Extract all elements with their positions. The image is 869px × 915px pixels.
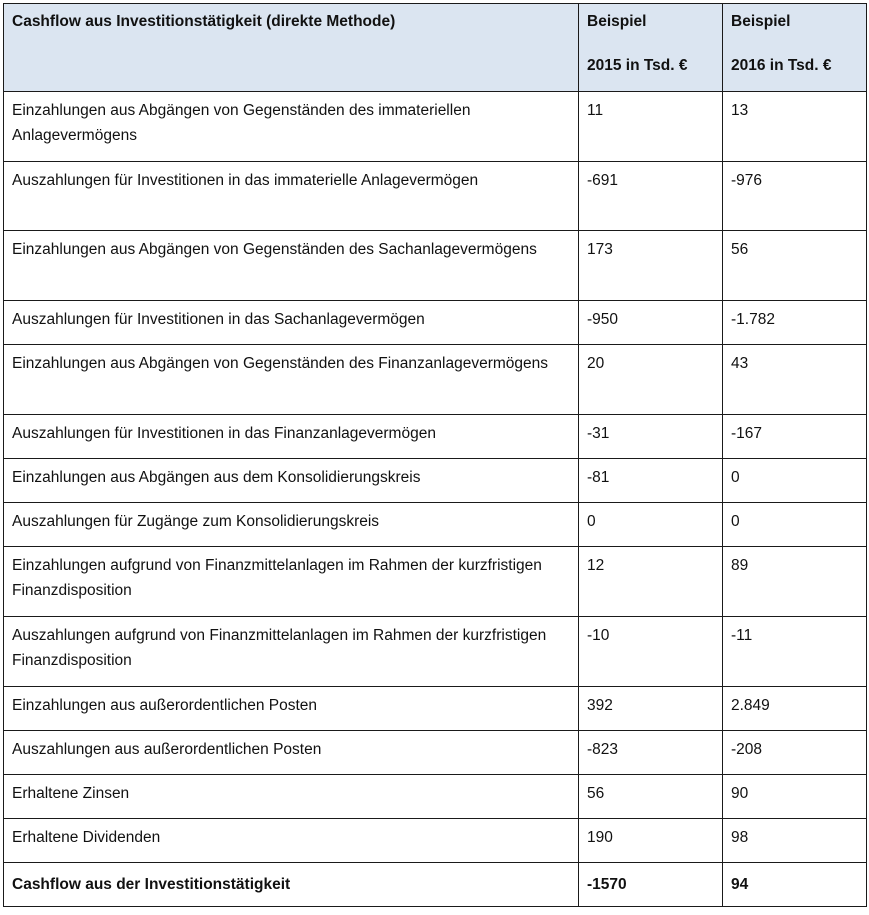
row-value-2016: 56 [723, 231, 867, 301]
row-value-2016: 0 [723, 459, 867, 503]
row-value-2016: 0 [723, 503, 867, 547]
row-value-2015: -81 [579, 459, 723, 503]
row-value-2015: -31 [579, 415, 723, 459]
row-value-2015: -823 [579, 731, 723, 775]
table-header-row [4, 4, 867, 92]
total-value-2016: 94 [723, 863, 867, 907]
table-row [4, 231, 867, 301]
header-2016-line1: Beispiel [731, 13, 791, 30]
row-label: Einzahlungen aus Abgängen von Gegenständen des immateriellen Anlagevermögens [4, 92, 579, 162]
table-row [4, 775, 867, 819]
header-title-text: Cashflow aus Investitionstätigkeit (direkte Methode) [12, 13, 396, 30]
row-value-2015: 392 [579, 687, 723, 731]
cashflow-table [3, 3, 867, 907]
table-row [4, 415, 867, 459]
row-value-2015: 11 [579, 92, 723, 162]
row-value-2016: 43 [723, 345, 867, 415]
table-row [4, 162, 867, 231]
row-value-2015: 56 [579, 775, 723, 819]
row-value-2015: -950 [579, 301, 723, 345]
row-label: Einzahlungen aus Abgängen von Gegenständen des Finanzanlagevermögens [4, 345, 579, 415]
row-value-2016: -976 [723, 162, 867, 231]
row-label: Einzahlungen aufgrund von Finanzmittelanlagen im Rahmen der kurzfristigen Finanzdisposition [4, 547, 579, 617]
row-value-2016: -208 [723, 731, 867, 775]
row-value-2015: -10 [579, 617, 723, 687]
row-value-2015: -691 [579, 162, 723, 231]
row-label: Auszahlungen für Investitionen in das immaterielle Anlagevermögen [4, 162, 579, 231]
total-row [4, 863, 867, 907]
row-value-2016: 90 [723, 775, 867, 819]
table-row [4, 547, 867, 617]
row-label: Einzahlungen aus Abgängen von Gegenständen des Sachanlagevermögens [4, 231, 579, 301]
total-label: Cashflow aus der Investitionstätigkeit [4, 863, 579, 907]
total-value-2015: -1570 [579, 863, 723, 907]
row-value-2016: 2.849 [723, 687, 867, 731]
header-title [4, 4, 579, 92]
row-value-2016: 89 [723, 547, 867, 617]
header-2016-line2: 2016 in Tsd. € [731, 57, 832, 74]
table-row [4, 301, 867, 345]
row-label: Auszahlungen für Zugänge zum Konsolidierungskreis [4, 503, 579, 547]
table-row [4, 819, 867, 863]
row-value-2015: 12 [579, 547, 723, 617]
row-value-2015: 173 [579, 231, 723, 301]
header-2015 [579, 4, 723, 92]
table-row [4, 687, 867, 731]
row-value-2016: 13 [723, 92, 867, 162]
table-row [4, 92, 867, 162]
row-label: Auszahlungen aus außerordentlichen Posten [4, 731, 579, 775]
row-label: Erhaltene Zinsen [4, 775, 579, 819]
row-value-2016: -11 [723, 617, 867, 687]
row-label: Auszahlungen für Investitionen in das Finanzanlagevermögen [4, 415, 579, 459]
table-row [4, 345, 867, 415]
table-row [4, 617, 867, 687]
row-label: Erhaltene Dividenden [4, 819, 579, 863]
row-value-2015: 0 [579, 503, 723, 547]
row-label: Einzahlungen aus außerordentlichen Posten [4, 687, 579, 731]
table-row [4, 731, 867, 775]
table-row [4, 459, 867, 503]
row-value-2015: 190 [579, 819, 723, 863]
row-label: Einzahlungen aus Abgängen aus dem Konsolidierungskreis [4, 459, 579, 503]
row-value-2016: -1.782 [723, 301, 867, 345]
header-2015-line1: Beispiel [587, 13, 647, 30]
table-row [4, 503, 867, 547]
row-value-2016: -167 [723, 415, 867, 459]
header-2015-line2: 2015 in Tsd. € [587, 57, 688, 74]
header-2016 [723, 4, 867, 92]
row-value-2016: 98 [723, 819, 867, 863]
row-value-2015: 20 [579, 345, 723, 415]
row-label: Auszahlungen aufgrund von Finanzmittelanlagen im Rahmen der kurzfristigen Finanzdisposition [4, 617, 579, 687]
row-label: Auszahlungen für Investitionen in das Sachanlagevermögen [4, 301, 579, 345]
